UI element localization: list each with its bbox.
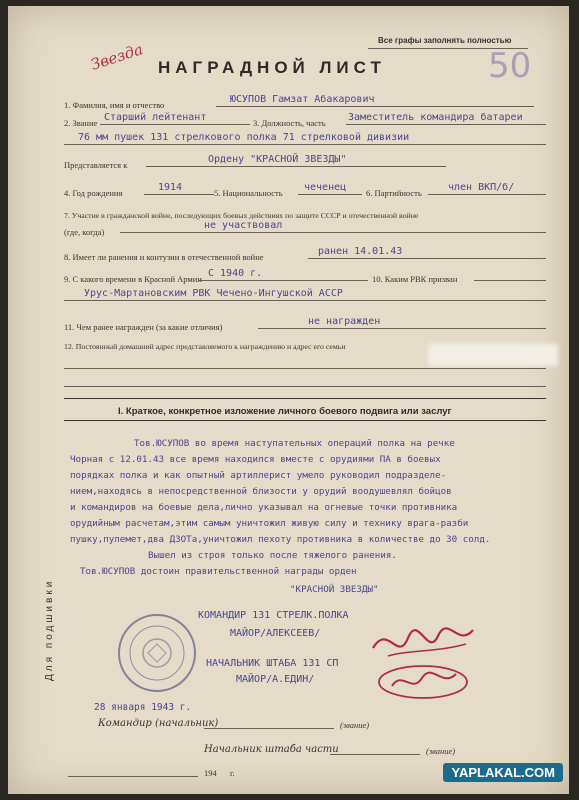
field-label-since-army: 9. С какого времени в Красной Армии	[64, 274, 202, 284]
narrative-line: Чорная с 12.01.43 все время находился вместе с орудиями ПА в боевых	[70, 454, 441, 465]
field-value-wounds: ранен 14.01.43	[318, 246, 403, 257]
field-underline	[146, 166, 446, 167]
field-value-previous-awards: не награжден	[308, 316, 381, 327]
field-label-name: 1. Фамилия, имя и отчество	[64, 100, 165, 110]
round-seal-stamp	[116, 612, 198, 694]
field-underline	[68, 776, 198, 777]
field-label-nationality: 5. Национальность	[214, 188, 283, 198]
signature-chief-name: МАЙОР/А.ЕДИН/	[236, 674, 315, 685]
field-value-nationality: чеченец	[304, 182, 347, 193]
signature-chief-title: НАЧАЛЬНИК ШТАБА 131 СП	[206, 658, 339, 669]
field-value-position: Заместитель командира батареи	[348, 112, 523, 123]
field-underline	[198, 280, 368, 281]
watermark-badge: YAPLAKAL.COM	[443, 763, 563, 782]
field-label-birth-year: 4. Год рождения	[64, 188, 123, 198]
fill-all-fields-note: Все графы заполнять полностью	[378, 36, 512, 45]
field-value-award: Ордену "КРАСНОЙ ЗВЕЗДЫ"	[208, 154, 347, 165]
document-date: 28 января 1943 г.	[94, 702, 192, 713]
field-label-war-participation: 7. Участие в гражданской войне, последующих боевых действиях по защите СССР и отечественной войне	[64, 211, 419, 220]
field-underline	[120, 232, 546, 233]
field-value-birth-year: 1914	[158, 182, 183, 193]
chief-of-staff-label: Начальник штаба части	[204, 744, 339, 755]
section-rule	[64, 398, 546, 399]
field-underline	[100, 124, 250, 125]
narrative-line: Тов.ЮСУПОВ во время наступательных операций полка на речке	[134, 438, 455, 449]
field-underline	[64, 300, 546, 301]
narrative-line: Вышел из строя только после тяжелого ранения.	[148, 550, 397, 561]
rank-label: (звание)	[340, 720, 370, 730]
field-value-since-army: С 1940 г.	[208, 268, 263, 279]
field-underline	[298, 194, 362, 195]
field-underline	[64, 144, 546, 145]
corner-ink-note: Звезда	[88, 40, 146, 74]
field-underline	[428, 194, 546, 195]
field-underline	[64, 386, 546, 387]
field-value-war-participation: не участвовал	[204, 220, 283, 231]
section-title: I. Краткое, конкретное изложение личного боевого подвига или заслуг	[118, 406, 452, 417]
field-underline	[308, 258, 546, 259]
field-value-name: ЮСУПОВ Гамзат Абакарович	[230, 94, 375, 105]
narrative-line: порядках полка и как опытный артиллерист умело руководил подразделе-	[70, 470, 447, 481]
field-underline	[474, 280, 546, 281]
field-label-address: 12. Постоянный домашний адрес представляемого к награждению и адрес его семьи	[64, 342, 346, 351]
field-label-previous-awards: 11. Чем ранее награжден (за какие отличия)	[64, 322, 223, 332]
field-value-party: член ВКП/б/	[448, 182, 515, 193]
field-value-rank: Старший лейтенант	[104, 112, 207, 123]
year-suffix: г.	[230, 768, 235, 778]
field-label-rank: 2. Звание	[64, 118, 98, 128]
award-sheet-page	[8, 6, 569, 794]
field-value-rvk: Урус-Мартановским РВК Чечено-Ингушской АССР	[84, 288, 343, 299]
field-label-rvk: 10. Каким РВК призван	[372, 274, 458, 284]
signature-commander-title: КОМАНДИР 131 СТРЕЛК.ПОЛКА	[198, 610, 349, 621]
field-underline	[258, 328, 546, 329]
document-title: НАГРАДНОЙ ЛИСТ	[158, 58, 386, 77]
field-underline	[346, 124, 546, 125]
field-label-wounds: 8. Имеет ли ранения и контузии в отечественной войне	[64, 252, 264, 262]
narrative-line: нием,находясь в непосредственной близости у орудий воодушевлял бойцов	[70, 486, 452, 497]
field-underline	[144, 194, 214, 195]
commander-label: Командир (начальник)	[98, 718, 219, 729]
field-underline	[64, 368, 546, 369]
section-rule	[64, 420, 546, 421]
rank-label: (звание)	[426, 746, 456, 756]
field-underline	[216, 106, 534, 107]
signature-commander-name: МАЙОР/АЛЕКСЕЕВ/	[230, 628, 321, 639]
narrative-line: "КРАСНОЙ ЗВЕЗДЫ"	[290, 584, 379, 595]
narrative-line: пушку,пулемет,два ДЗОТа,уничтожил пехоту противника в количестве до 30 солд.	[70, 534, 491, 545]
field-underline	[330, 754, 420, 755]
side-binding-label: Для подшивки	[44, 578, 55, 681]
field-label-position: 3. Должность, часть	[253, 118, 326, 128]
field-label-where-when: (где, когда)	[64, 227, 105, 237]
redacted-address	[428, 344, 558, 366]
narrative-line: и командиров на боевые дела,лично указывал на огневые точки противника	[70, 502, 458, 513]
field-label-presented: Представляется к	[64, 160, 128, 170]
field-label-party: 6. Партийность	[366, 188, 422, 198]
field-underline	[204, 728, 334, 729]
narrative-line: орудийным расчетам,этим самым уничтожил живую силу и технику врага-разби	[70, 518, 469, 529]
field-value-unit: 76 мм пушек 131 стрелкового полка 71 стрелковой дивизии	[78, 132, 410, 143]
chief-signature	[368, 660, 478, 704]
pencil-number: 50	[488, 46, 532, 86]
year-prefix: 194	[204, 768, 217, 778]
narrative-line: Тов.ЮСУПОВ достоин правительственной награды орден	[80, 566, 357, 577]
